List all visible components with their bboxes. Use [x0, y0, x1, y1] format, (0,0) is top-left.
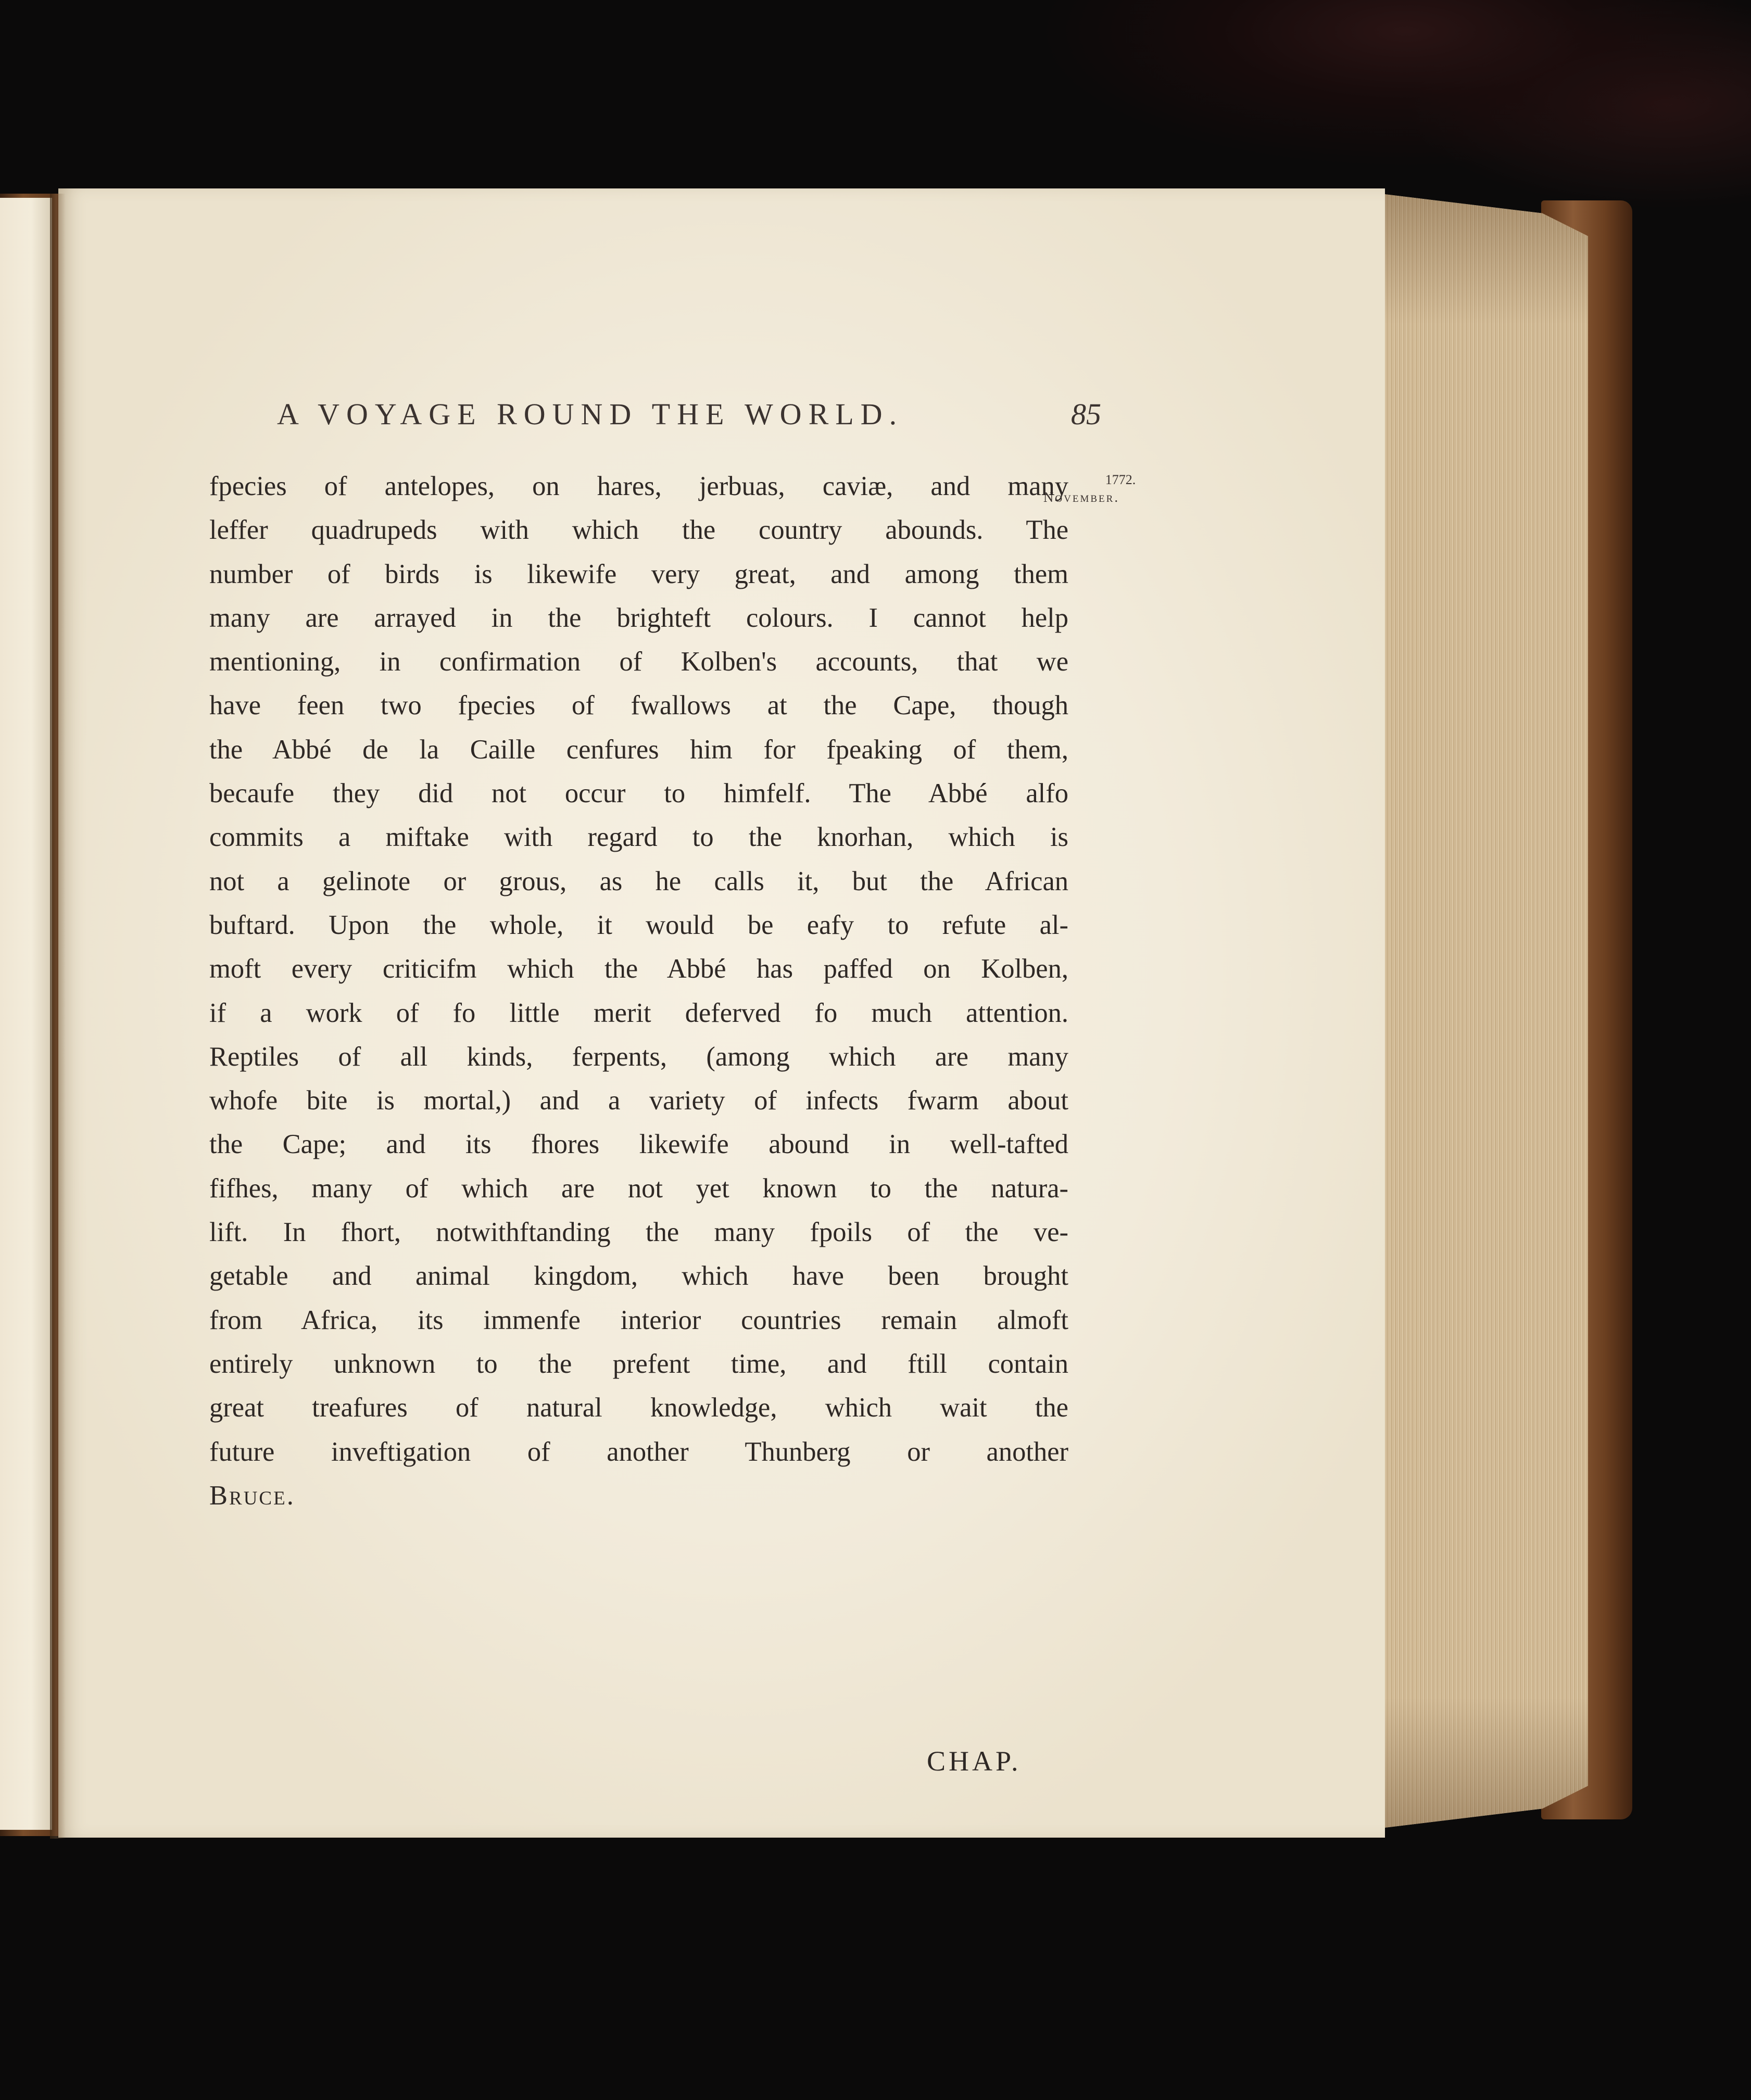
text-line: the Cape; and its fhores likewife abound in well-tafted	[209, 1129, 1068, 1160]
margin-note-month: November.	[1043, 489, 1120, 505]
text-line: fifhes, many of which are not yet known to the natura-	[209, 1173, 1068, 1204]
text-line: from Africa, its immenfe interior countries remain almoft	[209, 1305, 1068, 1335]
text-line: Bruce.	[209, 1480, 295, 1511]
margin-note-year: 1772.	[1105, 472, 1136, 487]
text-line: moft every criticifm which the Abbé has paffed on Kolben,	[209, 954, 1068, 984]
text-line: have feen two fpecies of fwallows at the Cape, though	[209, 690, 1068, 721]
text-line: buftard. Upon the whole, it would be eafy to refute al-	[209, 909, 1068, 940]
text-line: not a gelinote or grous, as he calls it, but the African	[209, 866, 1068, 896]
text-line: mentioning, in confirmation of Kolben's accounts, that we	[209, 647, 1068, 677]
left-page-sliver	[0, 198, 52, 1830]
text-line: future inveftigation of another Thunberg or another	[209, 1436, 1068, 1467]
text-line: commits a miftake with regard to the knorhan, which is	[209, 822, 1068, 853]
text-line: becaufe they did not occur to himfelf. The Abbé alfo	[209, 778, 1068, 809]
right-page	[58, 188, 1385, 1838]
text-line: lift. In fhort, notwithftanding the many fpoils of the ve-	[209, 1217, 1068, 1248]
text-line: number of birds is likewife very great, and among them	[209, 559, 1068, 589]
text-line: getable and animal kingdom, which have been brought	[209, 1261, 1068, 1292]
running-head: A VOYAGE ROUND THE WORLD.	[277, 397, 904, 431]
gutter-shadow	[50, 194, 66, 1839]
text-line: great treafures of natural knowledge, which wait the	[209, 1393, 1068, 1423]
text-line: leffer quadrupeds with which the country abounds. The	[209, 515, 1068, 546]
text-line: many are arrayed in the brighteft colours. I cannot help	[209, 602, 1068, 633]
text-line: entirely unknown to the prefent time, and ftill contain	[209, 1348, 1068, 1379]
body-text	[209, 464, 1068, 1517]
text-line: if a work of fo little merit deferved fo much attention.	[209, 997, 1068, 1028]
text-line: whofe bite is mortal,) and a variety of infects fwarm about	[209, 1085, 1068, 1116]
page-number: 85	[1071, 397, 1101, 431]
text-line: Reptiles of all kinds, ferpents, (among which are many	[209, 1041, 1068, 1072]
page-fore-edge	[1380, 194, 1588, 1828]
catchword: CHAP.	[927, 1745, 1022, 1777]
text-line: the Abbé de la Caille cenfures him for fpeaking of them,	[209, 734, 1068, 765]
text-line: fpecies of antelopes, on hares, jerbuas, caviæ, and many	[209, 471, 1068, 501]
